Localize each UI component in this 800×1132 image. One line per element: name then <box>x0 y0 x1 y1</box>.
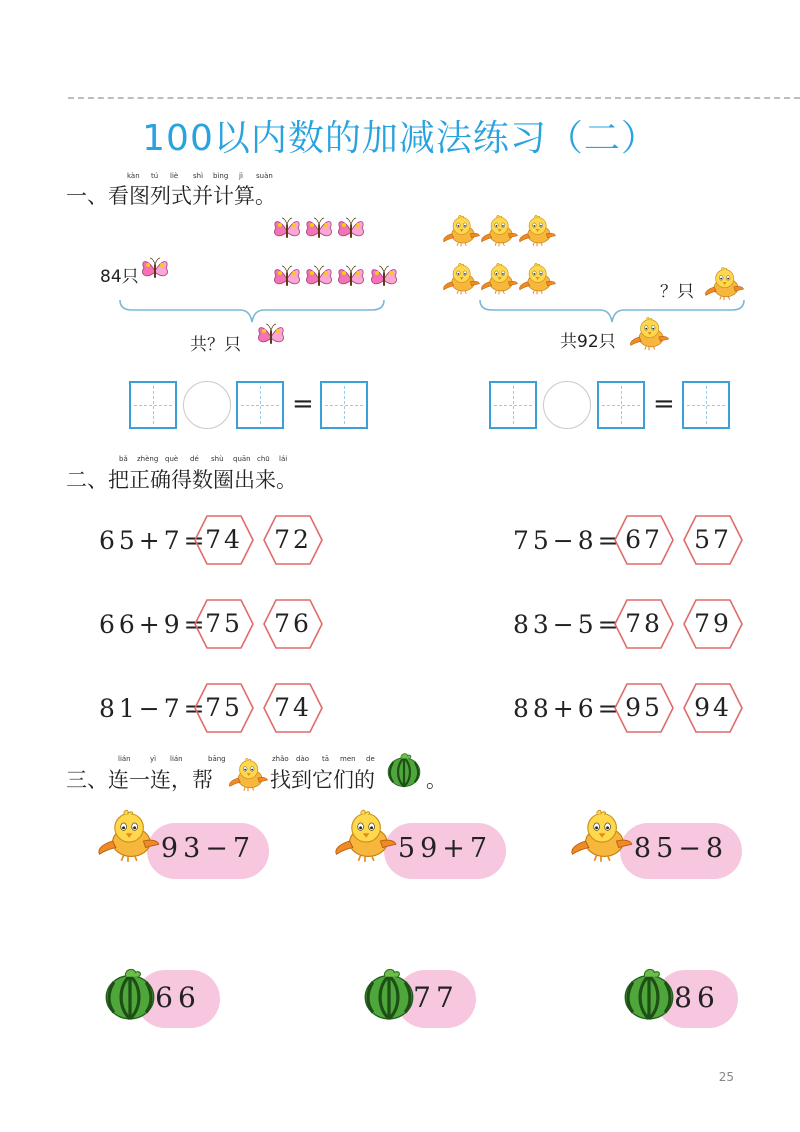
section3-heading-end: 。 <box>426 768 447 792</box>
watermelon-number: 77 <box>413 981 459 1014</box>
equation: 88+6= <box>513 694 623 723</box>
section1-pinyin-3: liè <box>170 172 179 180</box>
watermelon-icon <box>386 752 422 788</box>
butterfly-icon <box>272 216 302 246</box>
chick-icon <box>227 757 269 792</box>
answer-option-hexagon[interactable] <box>193 598 255 650</box>
equation: 81−7= <box>99 694 209 723</box>
section1-pinyin-2: tú <box>151 172 159 180</box>
operator-circle[interactable] <box>183 381 231 429</box>
answer-option-hexagon[interactable] <box>682 514 744 566</box>
answer-option-hexagon[interactable] <box>682 682 744 734</box>
answer-option-hexagon[interactable] <box>613 682 675 734</box>
section3-heading-part1: 三、连一连，帮 <box>66 768 213 792</box>
equals-sign: = <box>653 389 675 419</box>
total-count-label: 共92只 <box>560 332 616 352</box>
butterfly-icon <box>304 216 334 246</box>
chick-icon <box>95 808 161 863</box>
section1-pinyin-1: kàn <box>127 172 140 180</box>
section3-heading-part2: 找到它们的 <box>270 768 375 792</box>
answer-option-value: 57 <box>694 525 732 554</box>
answer-box[interactable] <box>489 381 537 429</box>
butterfly-icon <box>336 216 366 246</box>
equation: 65+7= <box>99 526 209 555</box>
chick-expression: 93−7 <box>160 833 256 864</box>
answer-option-hexagon[interactable] <box>682 598 744 650</box>
chick-expression-card[interactable] <box>147 823 269 879</box>
section1-heading: 一、看图列式并计算。 <box>66 184 276 208</box>
section2-pinyin-4: dé <box>190 455 199 463</box>
chick-icon <box>479 214 519 247</box>
answer-option-value: 94 <box>694 693 732 722</box>
equation: 75−8= <box>513 526 623 555</box>
equation: 83−5= <box>513 610 623 639</box>
watermelon-number: 86 <box>674 981 720 1014</box>
brace <box>118 298 386 324</box>
section3-pinyin-6: dào <box>296 755 310 763</box>
section3-pinyin-1: lián <box>118 755 131 763</box>
section2-pinyin-1: bǎ <box>119 455 128 463</box>
answer-option-hexagon[interactable] <box>613 514 675 566</box>
chick-icon <box>517 214 557 247</box>
butterfly-icon <box>369 264 399 294</box>
answer-option-value: 75 <box>205 609 243 638</box>
given-count-label: 84只 <box>100 267 139 287</box>
top-dashed-divider <box>68 97 800 99</box>
answer-box[interactable] <box>320 381 368 429</box>
section3-pinyin-5: zhǎo <box>272 755 289 763</box>
answer-box[interactable] <box>236 381 284 429</box>
chick-expression-card[interactable] <box>384 823 506 879</box>
section3-pinyin-3: lián <box>170 755 183 763</box>
section1-pinyin-4: shì <box>193 172 204 180</box>
equals-sign: = <box>292 389 314 419</box>
watermelon-number: 66 <box>155 981 201 1014</box>
chick-icon <box>479 262 519 295</box>
chick-icon <box>441 262 481 295</box>
section2-pinyin-6: quān <box>233 455 251 463</box>
butterfly-icon <box>256 322 286 352</box>
section3-pinyin-7: tā <box>322 755 330 763</box>
watermelon-icon <box>362 966 416 1022</box>
equation: 66+9= <box>99 610 209 639</box>
total-question-label: 共？只 <box>190 335 241 355</box>
answer-option-value: 75 <box>205 693 243 722</box>
chick-icon <box>628 316 670 351</box>
answer-option-hexagon[interactable] <box>262 682 324 734</box>
answer-box[interactable] <box>682 381 730 429</box>
section3-pinyin-2: yì <box>150 755 157 763</box>
chick-expression: 59+7 <box>397 833 493 864</box>
brace <box>478 298 746 324</box>
chick-icon <box>332 808 398 863</box>
butterfly-icon <box>336 264 366 294</box>
answer-option-value: 95 <box>625 693 663 722</box>
section2-pinyin-8: lái <box>279 455 288 463</box>
answer-option-hexagon[interactable] <box>613 598 675 650</box>
answer-box[interactable] <box>129 381 177 429</box>
section2-pinyin-3: què <box>165 455 179 463</box>
section3-pinyin-4: bāng <box>208 755 226 763</box>
page-title: 100以内数的加减法练习（二） <box>142 118 658 159</box>
section1-pictures <box>0 210 800 370</box>
chick-expression-card[interactable] <box>620 823 742 879</box>
question-count-label: ？只 <box>660 282 694 302</box>
answer-option-value: 79 <box>694 609 732 638</box>
answer-option-hexagon[interactable] <box>193 514 255 566</box>
chick-expression: 85−8 <box>633 833 729 864</box>
answer-option-value: 74 <box>205 525 243 554</box>
watermelon-icon <box>103 966 157 1022</box>
chick-icon <box>703 266 745 301</box>
answer-box[interactable] <box>597 381 645 429</box>
answer-option-value: 72 <box>274 525 312 554</box>
answer-option-value: 67 <box>625 525 663 554</box>
chick-icon <box>517 262 557 295</box>
butterfly-icon <box>304 264 334 294</box>
answer-option-hexagon[interactable] <box>262 514 324 566</box>
answer-option-hexagon[interactable] <box>193 682 255 734</box>
section3-pinyin-9: de <box>366 755 375 763</box>
page-number: 25 <box>718 1070 734 1084</box>
section1-pinyin-5: bìng <box>213 172 229 180</box>
answer-option-value: 78 <box>625 609 663 638</box>
section2-pinyin-7: chū <box>257 455 270 463</box>
chick-icon <box>568 808 634 863</box>
operator-circle[interactable] <box>543 381 591 429</box>
chick-icon <box>441 214 481 247</box>
section1-pinyin-6: jì <box>239 172 243 180</box>
butterfly-icon <box>140 256 170 286</box>
butterfly-icon <box>272 264 302 294</box>
section3-pinyin-8: men <box>340 755 356 763</box>
section2-pinyin-5: shù <box>211 455 224 463</box>
answer-option-value: 76 <box>274 609 312 638</box>
answer-option-value: 74 <box>274 693 312 722</box>
section2-heading: 二、把正确得数圈出来。 <box>66 468 297 492</box>
watermelon-icon <box>622 966 676 1022</box>
section2-pinyin-2: zhèng <box>137 455 159 463</box>
answer-option-hexagon[interactable] <box>262 598 324 650</box>
section1-pinyin-7: suàn <box>256 172 273 180</box>
